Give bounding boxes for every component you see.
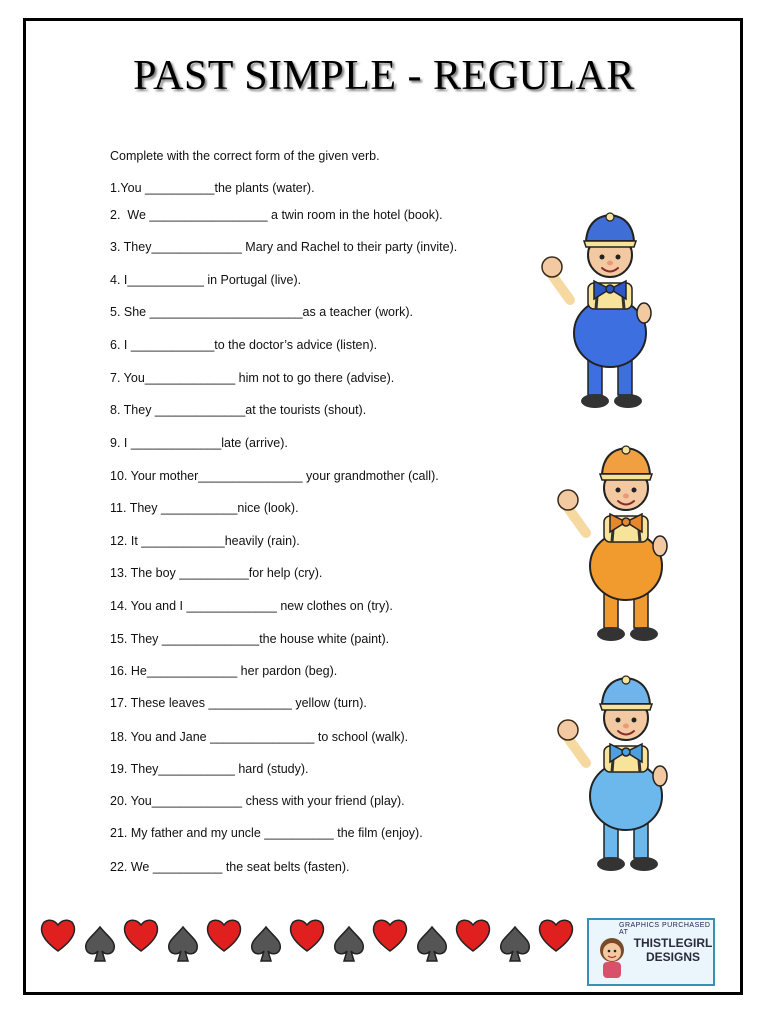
exercise-item: 10. Your mother_______________ your grandmother (call).	[110, 469, 439, 483]
spade-icon	[163, 923, 203, 967]
spade-icon	[80, 923, 120, 967]
spade-icon	[495, 923, 535, 967]
thistlegirl-logo	[587, 918, 715, 986]
exercise-item: 7. You_____________ him not to go there (advise).	[110, 371, 395, 385]
exercise-item: 4. I___________ in Portugal (live).	[110, 273, 302, 287]
instruction-text: Complete with the correct form of the given verb.	[110, 149, 380, 163]
heart-icon	[453, 915, 493, 959]
exercise-item: 8. They _____________at the tourists (shout).	[110, 403, 367, 417]
heart-icon	[204, 915, 244, 959]
boy-illustration	[556, 668, 696, 878]
exercise-item: 22. We __________ the seat belts (fasten).	[110, 860, 350, 874]
exercise-item: 11. They ___________nice (look).	[110, 501, 299, 515]
logo-brand	[633, 936, 713, 964]
spade-icon	[412, 923, 452, 967]
worksheet-title: PAST SIMPLE - REGULAR	[133, 53, 635, 99]
exercise-item: 14. You and I _____________ new clothes on (try).	[110, 599, 393, 613]
exercise-item: 9. I _____________late (arrive).	[110, 436, 288, 450]
girl-icon	[592, 932, 632, 984]
heart-icon	[536, 915, 576, 959]
logo-brand-line2: DESIGNS	[645, 950, 700, 964]
logo-brand-line1: THISTLEGIRL	[633, 936, 713, 950]
boy-illustration	[540, 205, 680, 415]
boy-illustration	[556, 438, 696, 648]
heart-icon	[121, 915, 161, 959]
exercise-item: 15. They ______________the house white (paint).	[110, 632, 390, 646]
heart-icon	[370, 915, 410, 959]
spade-icon	[329, 923, 369, 967]
exercise-item: 3. They_____________ Mary and Rachel to their party (invite).	[110, 240, 458, 254]
logo-caption: GRAPHICS PURCHASED AT	[619, 922, 711, 936]
exercise-item: 5. She ______________________as a teacher (work).	[110, 305, 414, 319]
spade-icon	[246, 923, 286, 967]
heart-icon	[287, 915, 327, 959]
exercise-item: 16. He_____________ her pardon (beg).	[110, 664, 338, 678]
exercise-item: 2. We _________________ a twin room in the hotel (book).	[110, 208, 443, 222]
exercise-item: 6. I ____________to the doctor’s advice (listen).	[110, 338, 378, 352]
exercise-item: 21. My father and my uncle __________ the film (enjoy).	[110, 826, 423, 840]
exercise-item: 12. It ____________heavily (rain).	[110, 534, 300, 548]
exercise-item: 18. You and Jane _______________ to school (walk).	[110, 730, 409, 744]
exercise-item: 1.You __________the plants (water).	[110, 181, 315, 195]
card-suits-border	[38, 915, 588, 965]
exercise-item: 20. You_____________ chess with your friend (play).	[110, 794, 405, 808]
exercise-item: 19. They___________ hard (study).	[110, 762, 309, 776]
heart-icon	[38, 915, 78, 959]
exercise-item: 13. The boy __________for help (cry).	[110, 566, 323, 580]
exercise-item: 17. These leaves ____________ yellow (turn).	[110, 696, 367, 710]
